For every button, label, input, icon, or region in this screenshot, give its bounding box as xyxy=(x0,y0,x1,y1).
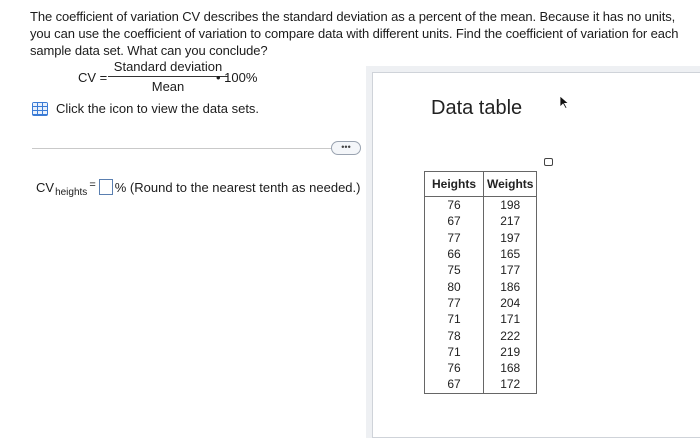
table-row xyxy=(425,376,537,393)
mouse-cursor-icon xyxy=(559,95,571,109)
table-row xyxy=(425,213,537,229)
height-cell: 71 xyxy=(425,311,484,327)
table-row xyxy=(425,311,537,327)
weight-cell: 171 xyxy=(484,311,537,327)
weight-cell: 222 xyxy=(484,327,537,343)
grid-table-icon[interactable] xyxy=(32,102,48,116)
table-row xyxy=(425,278,537,294)
view-datasets-link[interactable] xyxy=(32,101,259,116)
answer-instruction: % (Round to the nearest tenth as needed.) xyxy=(114,179,361,195)
weight-cell: 198 xyxy=(484,197,537,214)
height-cell: 75 xyxy=(425,262,484,278)
column-header: Weights xyxy=(484,172,537,197)
height-cell: 76 xyxy=(425,360,484,376)
height-cell: 67 xyxy=(425,213,484,229)
height-cell: 77 xyxy=(425,230,484,246)
height-cell: 66 xyxy=(425,246,484,262)
equals-sign: = xyxy=(89,179,96,191)
view-datasets-label: Click the icon to view the data sets. xyxy=(56,101,260,116)
table-row xyxy=(425,327,537,343)
answer-row xyxy=(36,179,361,198)
cv-formula xyxy=(78,59,278,99)
table-header-row xyxy=(425,172,537,197)
weight-cell: 172 xyxy=(484,376,537,393)
weight-cell: 204 xyxy=(484,295,537,311)
table-row xyxy=(425,246,537,262)
table-row xyxy=(425,230,537,246)
maximize-icon[interactable] xyxy=(544,158,553,166)
weight-cell: 165 xyxy=(484,246,537,262)
section-divider xyxy=(32,148,352,149)
table-row xyxy=(425,344,537,360)
weight-cell: 177 xyxy=(484,262,537,278)
height-cell: 71 xyxy=(425,344,484,360)
formula-lhs: CV = xyxy=(78,70,108,85)
table-row xyxy=(425,295,537,311)
table-row xyxy=(425,262,537,278)
height-cell: 76 xyxy=(425,197,484,214)
table-row xyxy=(425,360,537,376)
column-header: Heights xyxy=(425,172,484,197)
more-options-button[interactable]: ••• xyxy=(331,141,361,155)
data-table-title: Data table xyxy=(431,97,523,119)
cv-heights-input[interactable] xyxy=(99,179,113,195)
formula-denominator: Mean xyxy=(151,79,185,94)
formula-fraction xyxy=(108,59,228,95)
height-cell: 78 xyxy=(425,327,484,343)
table-row xyxy=(425,197,537,214)
weight-cell: 168 xyxy=(484,360,537,376)
weight-cell: 197 xyxy=(484,230,537,246)
height-cell: 67 xyxy=(425,376,484,393)
height-cell: 77 xyxy=(425,295,484,311)
cv-label: CV xyxy=(36,179,55,195)
data-table xyxy=(424,171,537,394)
height-cell: 80 xyxy=(425,278,484,294)
cv-subscript: heights xyxy=(55,186,88,198)
weight-cell: 186 xyxy=(484,278,537,294)
fraction-bar xyxy=(108,76,228,77)
weight-cell: 219 xyxy=(484,344,537,360)
formula-numerator: Standard deviation xyxy=(113,59,223,74)
formula-rhs: • 100% xyxy=(216,70,258,85)
weight-cell: 217 xyxy=(484,213,537,229)
question-text: The coefficient of variation CV describes the standard deviation as a percent of the mean. Because it has no units, you can use the coefficient of variation to compare data with different units. Find the coefficient of variation for each sample data set. What can you conclude? xyxy=(30,9,679,58)
